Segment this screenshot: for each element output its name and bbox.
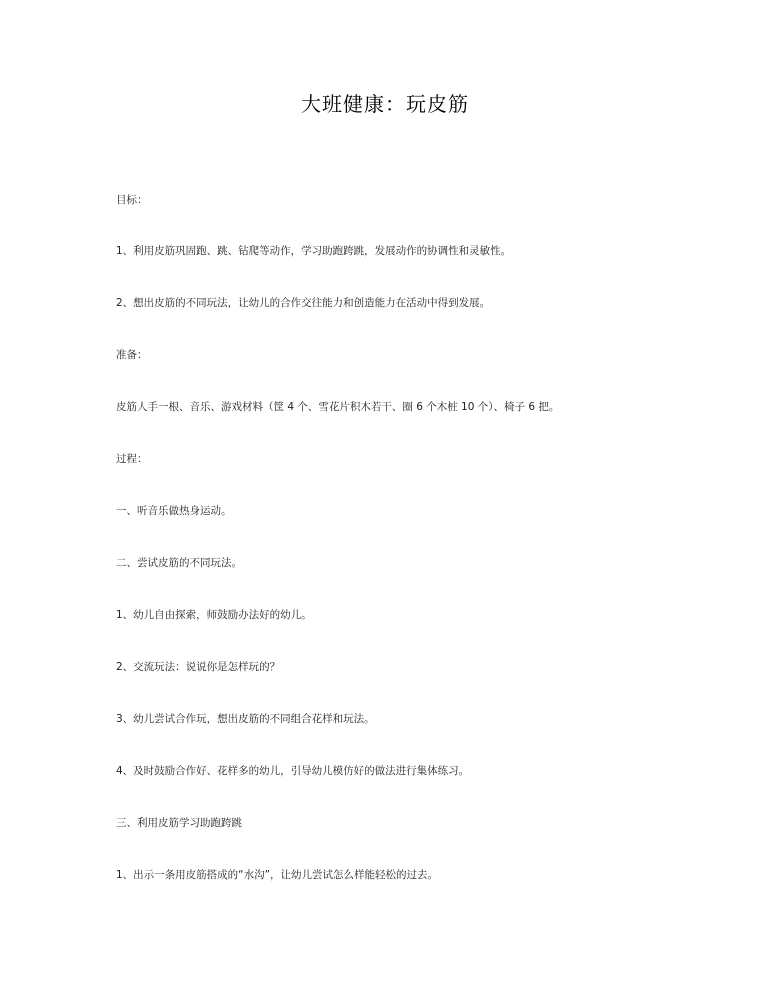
process-substep-2-3: 3、幼儿尝试合作玩，想出皮筋的不同组合花样和玩法。: [116, 713, 375, 725]
section-heading-process: 过程：: [116, 453, 148, 465]
goal-item-2: 2、想出皮筋的不同玩法，让幼儿的合作交往能力和创造能力在活动中得到发展。: [116, 297, 491, 309]
goal-item-1: 1、利用皮筋巩固跑、跳、钻爬等动作，学习助跑跨跳，发展动作的协调性和灵敏性。: [116, 245, 512, 257]
process-substep-3-1: 1、出示一条用皮筋搭成的“水沟”，让幼儿尝试怎么样能轻松的过去。: [116, 869, 439, 881]
preparation-text: 皮筋人手一根、音乐、游戏材料（筐 4 个、雪花片积木若干、圈 6 个木桩 10 个）、椅子 6 把。: [116, 401, 560, 413]
process-substep-2-1: 1、幼儿自由探索，师鼓励办法好的幼儿。: [116, 609, 312, 621]
process-substep-2-2: 2、交流玩法：说说你是怎样玩的？: [116, 661, 281, 673]
document-title: 大班健康：玩皮筋: [301, 92, 469, 116]
section-heading-preparation: 准备：: [116, 349, 148, 361]
process-step-3: 三、利用皮筋学习助跑跨跳: [116, 817, 242, 829]
process-step-2: 二、尝试皮筋的不同玩法。: [116, 557, 242, 569]
process-substep-2-4: 4、及时鼓励合作好、花样多的幼儿，引导幼儿模仿好的做法进行集体练习。: [116, 765, 470, 777]
process-step-1: 一、听音乐做热身运动。: [116, 505, 232, 517]
section-heading-goals: 目标：: [116, 194, 148, 206]
